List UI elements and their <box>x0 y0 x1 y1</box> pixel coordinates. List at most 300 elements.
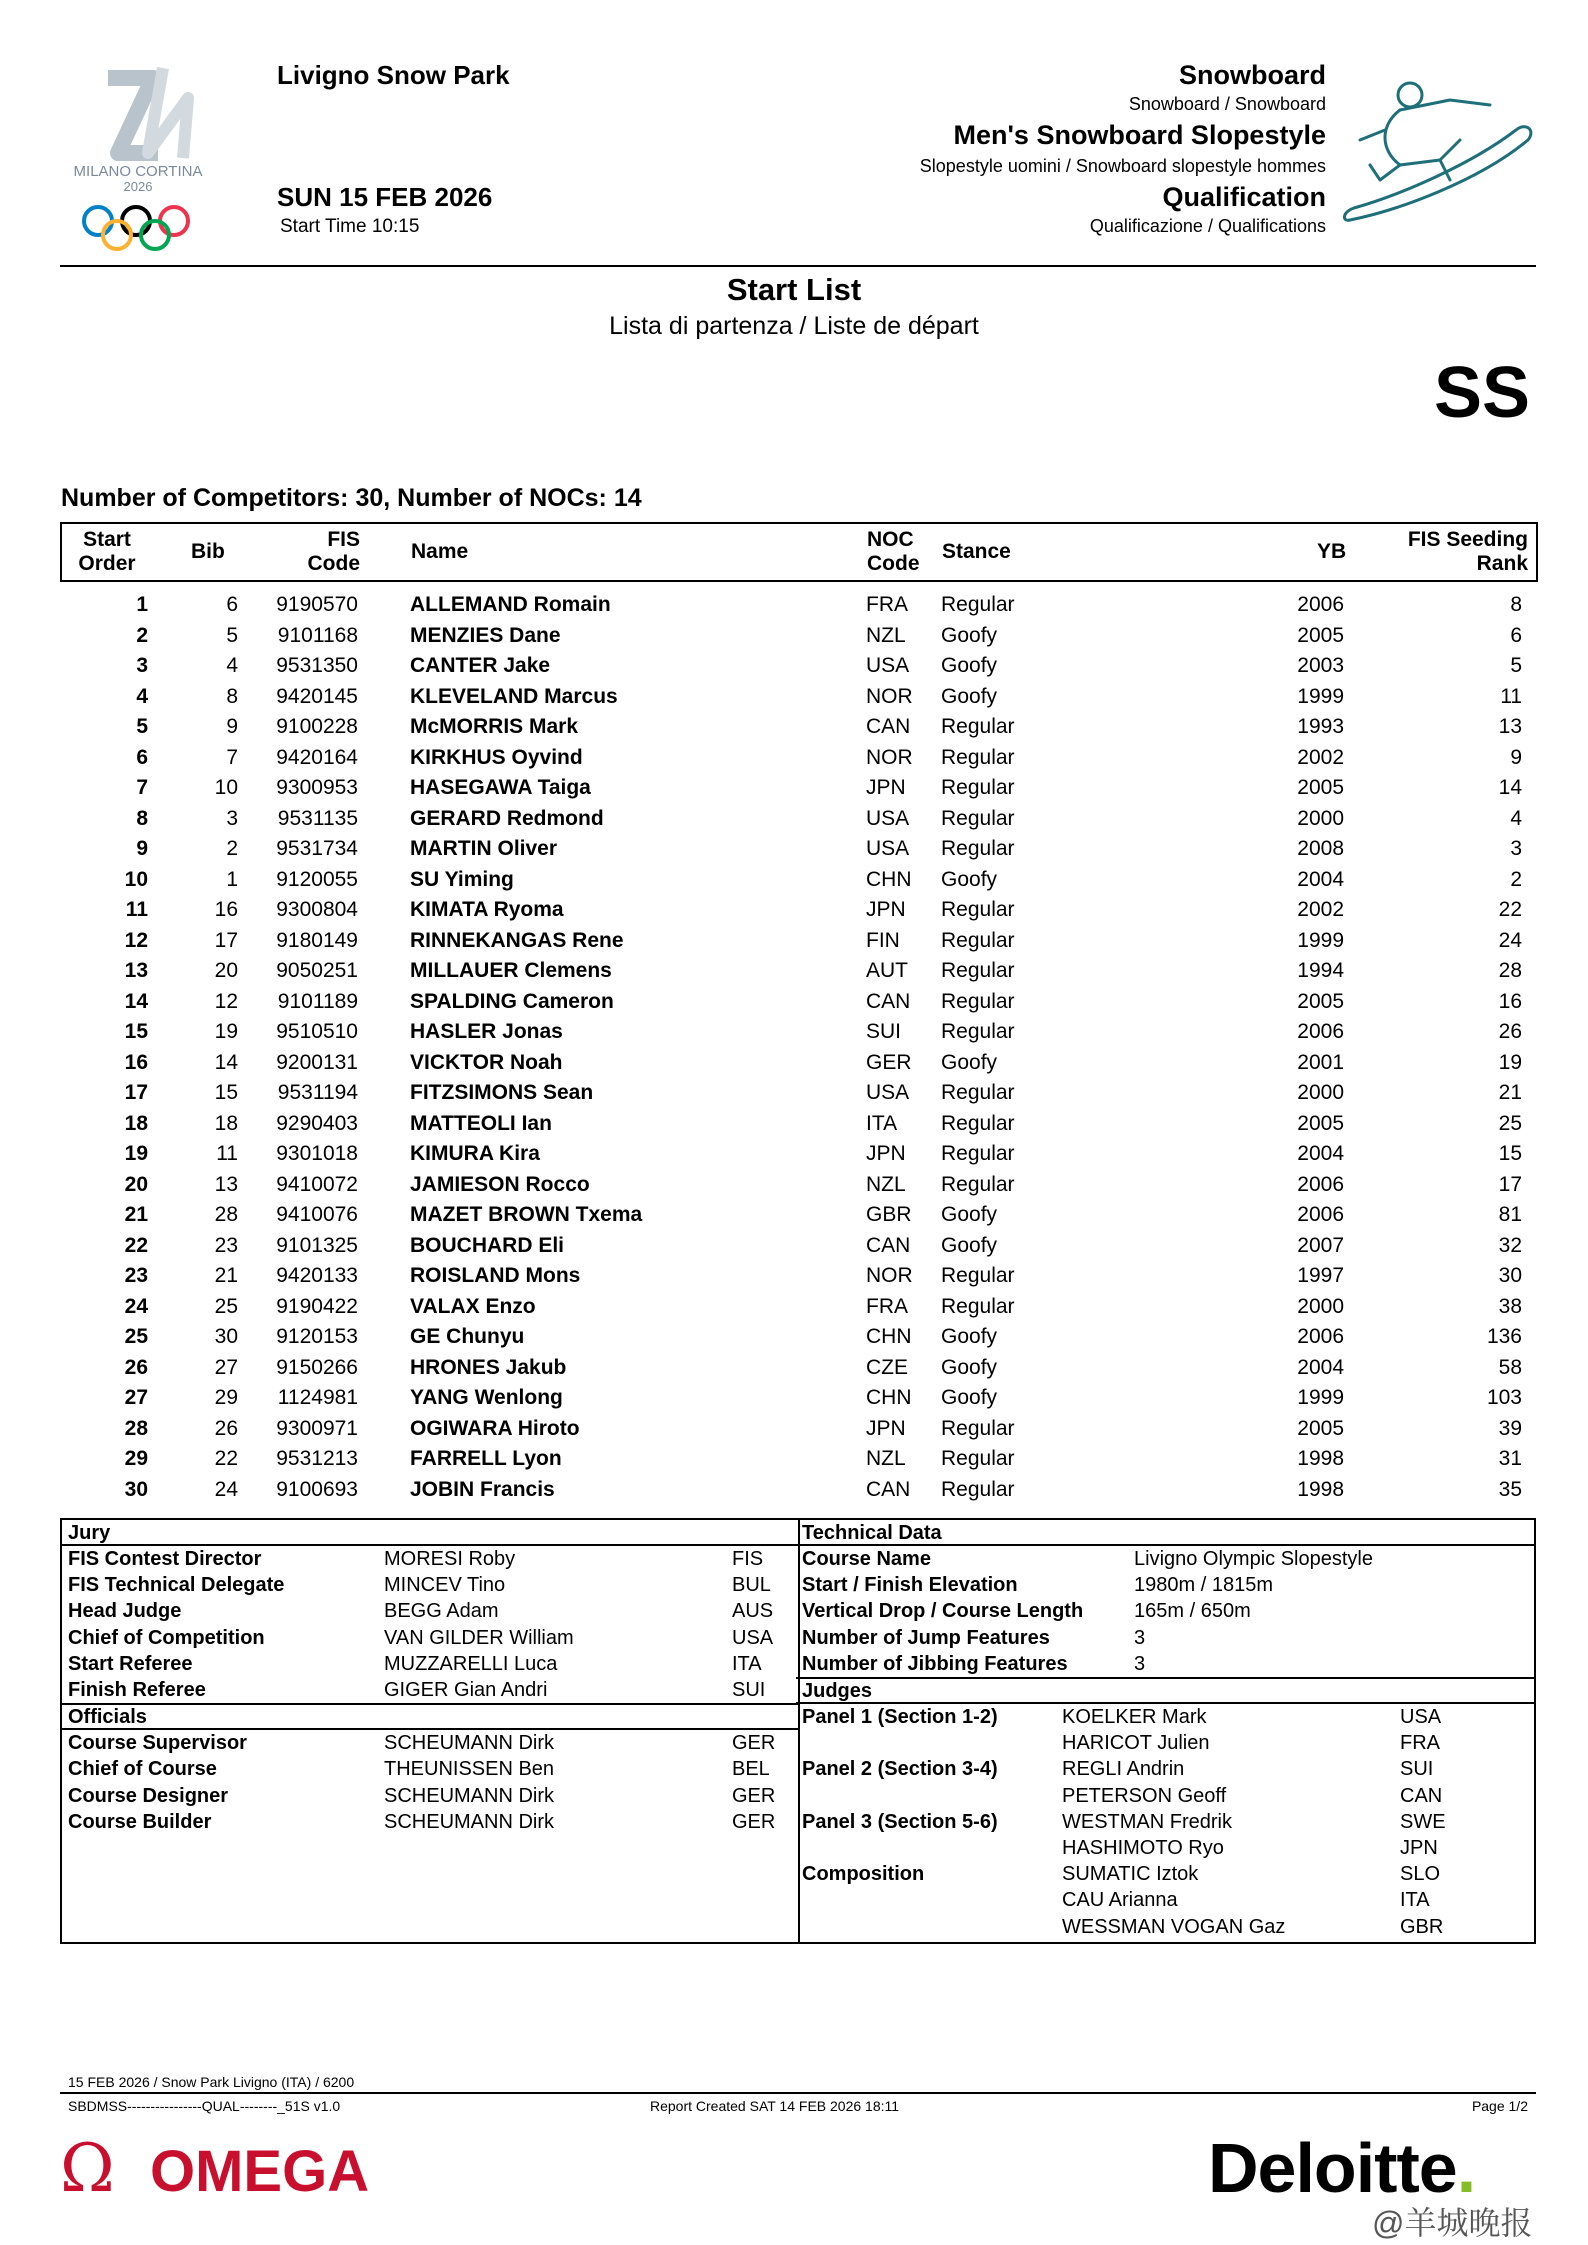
athlete-name: MENZIES Dane <box>410 623 561 647</box>
stance: Regular <box>941 1142 1015 1165</box>
athlete-name: MATTEOLI Ian <box>410 1111 552 1135</box>
athlete-name: HRONES Jakub <box>410 1355 567 1379</box>
year-of-birth: 2006 <box>1297 1020 1344 1043</box>
bib: 10 <box>214 776 238 799</box>
fis-code: 9531194 <box>277 1081 358 1104</box>
phase: Qualification <box>1162 182 1326 212</box>
table-row <box>60 743 1536 774</box>
seeding-rank: 58 <box>1498 1355 1522 1379</box>
table-row <box>60 987 1536 1018</box>
seeding-rank: 2 <box>1510 867 1522 891</box>
noc: NZL <box>866 1447 906 1470</box>
noc: CHN <box>866 1386 912 1409</box>
table-row <box>60 712 1536 743</box>
official-name: SCHEUMANN Dirk <box>384 1732 554 1755</box>
bib: 21 <box>214 1264 238 1287</box>
noc: USA <box>866 806 910 830</box>
bib: 25 <box>214 1294 238 1318</box>
stance: Regular <box>941 1020 1015 1043</box>
fis-code: 9200131 <box>276 1050 358 1074</box>
year-of-birth: 2002 <box>1297 898 1344 921</box>
year-of-birth: 2006 <box>1297 593 1344 616</box>
table-row <box>60 804 1536 835</box>
col-yb: YB <box>1317 540 1347 563</box>
col-stance: Stance <box>942 540 1011 563</box>
noc: CZE <box>866 1355 908 1379</box>
jury-role: Chief of Competition <box>68 1626 265 1649</box>
start-order: 27 <box>124 1386 148 1409</box>
noc: USA <box>866 837 910 860</box>
fis-code: 9101189 <box>277 989 358 1013</box>
official-noc: GER <box>732 1784 776 1807</box>
fis-code: 9300971 <box>276 1416 358 1440</box>
bib: 18 <box>214 1111 238 1135</box>
start-order: 20 <box>124 1172 148 1196</box>
fis-code: 9410072 <box>276 1172 358 1196</box>
judge-name: HARICOT Julien <box>1062 1732 1210 1755</box>
start-order: 5 <box>136 715 148 738</box>
year-of-birth: 2004 <box>1297 1142 1344 1165</box>
fis-code: 9190570 <box>276 593 358 616</box>
technical-value: 165m / 650m <box>1134 1600 1251 1623</box>
table-row <box>60 1017 1536 1048</box>
year-of-birth: 2003 <box>1297 654 1344 677</box>
athlete-name: McMORRIS Mark <box>410 715 579 738</box>
stance: Regular <box>941 593 1015 616</box>
bib: 20 <box>214 959 238 982</box>
competitor-summary: Number of Competitors: 30, Number of NOCs: 14 <box>61 484 642 512</box>
year-of-birth: 2004 <box>1297 1355 1344 1379</box>
judge-name: SUMATIC Iztok <box>1062 1863 1199 1886</box>
table-row <box>60 1078 1536 1109</box>
seeding-rank: 38 <box>1498 1294 1522 1318</box>
snowboard-pictogram-icon <box>1340 70 1540 240</box>
athlete-name: FITZSIMONS Sean <box>410 1081 594 1104</box>
noc: CAN <box>866 1477 911 1501</box>
fis-code: 9120055 <box>276 867 358 891</box>
milano-cortina-logo <box>58 58 218 258</box>
section-divider <box>796 1677 1534 1679</box>
fis-code: 9300804 <box>276 898 358 921</box>
year-of-birth: 2005 <box>1297 1111 1344 1135</box>
noc: JPN <box>866 898 906 921</box>
seeding-rank: 8 <box>1510 593 1522 616</box>
event-date: SUN 15 FEB 2026 <box>277 182 493 212</box>
bib: 26 <box>214 1416 238 1440</box>
start-order: 18 <box>124 1111 148 1135</box>
bib: 7 <box>226 745 238 769</box>
judge-noc: SWE <box>1400 1810 1446 1833</box>
jury-role: Start Referee <box>68 1652 193 1675</box>
noc: GBR <box>866 1203 912 1226</box>
fis-code: 9290403 <box>276 1111 358 1135</box>
stance: Regular <box>941 806 1015 830</box>
fis-code: 9101325 <box>276 1233 358 1257</box>
table-row <box>60 1200 1536 1231</box>
start-order: 8 <box>136 806 148 830</box>
stance: Regular <box>941 1111 1015 1135</box>
jury-name: BEGG Adam <box>384 1600 499 1623</box>
page-subtitle: Lista di partenza / Liste de départ <box>609 312 979 340</box>
athlete-name: OGIWARA Hiroto <box>410 1416 580 1440</box>
athlete-name: JAMIESON Rocco <box>410 1172 590 1196</box>
start-order: 4 <box>136 684 148 708</box>
fis-code: 9410076 <box>276 1203 358 1226</box>
stance: Regular <box>941 837 1015 860</box>
official-noc: GER <box>732 1810 776 1833</box>
table-row <box>60 621 1536 652</box>
start-order: 7 <box>136 776 148 799</box>
stance: Regular <box>941 1172 1015 1196</box>
jury-noc: ITA <box>732 1652 762 1675</box>
start-order: 14 <box>124 989 148 1013</box>
start-list-rows <box>60 590 1536 1505</box>
judge-name: REGLI Andrin <box>1062 1758 1185 1781</box>
stance: Regular <box>941 1447 1015 1470</box>
athlete-name: KLEVELAND Marcus <box>410 684 618 708</box>
noc: NOR <box>866 684 913 708</box>
bib: 15 <box>214 1081 238 1104</box>
venue-name: Livigno Snow Park <box>277 60 510 90</box>
judge-name: PETERSON Geoff <box>1062 1784 1227 1807</box>
year-of-birth: 2006 <box>1297 1325 1344 1348</box>
stance: Goofy <box>941 1203 998 1226</box>
omega-logo <box>60 2135 420 2210</box>
judge-noc: USA <box>1400 1706 1442 1728</box>
fis-code: 9510510 <box>276 1020 358 1043</box>
seeding-rank: 32 <box>1498 1233 1522 1257</box>
judge-noc: FRA <box>1400 1732 1440 1755</box>
athlete-name: MILLAUER Clemens <box>410 959 612 982</box>
seeding-rank: 31 <box>1498 1447 1522 1470</box>
fis-code: 9420164 <box>276 745 358 769</box>
athlete-name: MARTIN Oliver <box>410 837 558 860</box>
stance: Goofy <box>941 1233 998 1257</box>
footer-venue-line: 15 FEB 2026 / Snow Park Livigno (ITA) / 6200 <box>68 2074 355 2090</box>
year-of-birth: 1994 <box>1297 959 1344 982</box>
seeding-rank: 16 <box>1498 989 1522 1013</box>
start-list-header <box>60 522 1538 582</box>
seeding-rank: 11 <box>1500 684 1522 708</box>
year-of-birth: 1999 <box>1297 928 1344 952</box>
bib: 6 <box>226 593 238 616</box>
table-row <box>60 865 1536 896</box>
bib: 30 <box>214 1325 238 1348</box>
seeding-rank: 28 <box>1498 959 1522 982</box>
noc: AUT <box>866 959 908 982</box>
judge-name: WESTMAN Fredrik <box>1062 1810 1232 1833</box>
seeding-rank: 81 <box>1498 1203 1522 1226</box>
jury-noc: USA <box>732 1626 774 1649</box>
noc: SUI <box>866 1020 902 1043</box>
stance: Regular <box>941 959 1015 982</box>
noc: NZL <box>866 623 906 647</box>
page-title: Start List <box>726 272 862 307</box>
judge-name: HASHIMOTO Ryo <box>1062 1837 1224 1859</box>
jury-noc: AUS <box>732 1600 774 1623</box>
judge-name: WESSMAN VOGAN Gaz <box>1062 1915 1286 1938</box>
noc: CHN <box>866 867 912 891</box>
judge-noc: ITA <box>1400 1889 1430 1912</box>
athlete-name: VALAX Enzo <box>410 1294 536 1318</box>
noc: JPN <box>866 776 906 799</box>
event-name: Men's Snowboard Slopestyle <box>953 120 1326 150</box>
fis-code: 9100693 <box>276 1477 358 1501</box>
bib: 5 <box>226 623 238 647</box>
official-role: Course Designer <box>68 1784 229 1807</box>
bib: 2 <box>226 837 238 860</box>
bib: 22 <box>214 1447 238 1470</box>
judge-name: KOELKER Mark <box>1062 1706 1207 1728</box>
start-order: 26 <box>124 1355 148 1379</box>
stance: Regular <box>941 928 1015 952</box>
seeding-rank: 30 <box>1498 1264 1522 1287</box>
stance: Regular <box>941 898 1015 921</box>
table-row <box>60 1414 1536 1445</box>
start-order: 17 <box>124 1081 148 1104</box>
fis-code: 9301018 <box>276 1142 358 1165</box>
year-of-birth: 1997 <box>1297 1264 1344 1287</box>
fis-code: 9300953 <box>276 776 358 799</box>
jury-role: Head Judge <box>68 1600 182 1623</box>
official-noc: BEL <box>732 1758 770 1781</box>
table-row <box>60 1292 1536 1323</box>
discipline: Snowboard <box>1179 60 1326 90</box>
table-row <box>60 1383 1536 1414</box>
bib: 3 <box>226 806 238 830</box>
fis-code: 9050251 <box>276 959 358 982</box>
jury-title: Jury <box>68 1522 111 1544</box>
jury-officials-box <box>60 1518 800 1944</box>
start-order: 13 <box>124 959 148 982</box>
official-name: THEUNISSEN Ben <box>384 1758 555 1781</box>
table-row <box>60 926 1536 957</box>
seeding-rank: 22 <box>1498 898 1522 921</box>
seeding-rank: 6 <box>1510 623 1522 647</box>
judge-panel: Panel 3 (Section 5-6) <box>802 1810 998 1833</box>
technical-value: 1980m / 1815m <box>1134 1574 1273 1597</box>
start-order: 3 <box>136 654 148 677</box>
fis-code: 9120153 <box>276 1325 358 1348</box>
athlete-name: JOBIN Francis <box>410 1477 555 1501</box>
table-row <box>60 1109 1536 1140</box>
year-of-birth: 2006 <box>1297 1172 1344 1196</box>
technical-label: Vertical Drop / Course Length <box>802 1600 1084 1623</box>
start-order: 9 <box>136 837 148 860</box>
year-of-birth: 2005 <box>1297 623 1344 647</box>
athlete-name: GE Chunyu <box>410 1325 525 1348</box>
col-name: Name <box>411 540 469 563</box>
bib: 9 <box>226 715 238 738</box>
year-of-birth: 2006 <box>1297 1203 1344 1226</box>
noc: FRA <box>866 593 908 616</box>
report-created: Report Created SAT 14 FEB 2026 18:11 <box>650 2098 900 2114</box>
judge-noc: JPN <box>1400 1837 1438 1859</box>
judge-panel: Panel 1 (Section 1-2) <box>802 1706 998 1728</box>
col-noc-code: NOC Code <box>867 528 920 575</box>
start-order: 24 <box>124 1294 148 1318</box>
judge-noc: SLO <box>1400 1863 1441 1886</box>
year-of-birth: 2004 <box>1297 867 1344 891</box>
athlete-name: VICKTOR Noah <box>410 1050 563 1074</box>
stance: Goofy <box>941 1355 998 1379</box>
table-row <box>60 1322 1536 1353</box>
watermark: @羊城晚报 <box>1372 2205 1533 2241</box>
noc: CAN <box>866 1233 911 1257</box>
fis-code: 9531734 <box>276 837 358 860</box>
judge-noc: GBR <box>1400 1915 1444 1938</box>
stance: Regular <box>941 1477 1015 1501</box>
start-order: 30 <box>124 1477 148 1501</box>
technical-label: Start / Finish Elevation <box>802 1574 1018 1597</box>
stance: Goofy <box>941 1386 998 1409</box>
seeding-rank: 21 <box>1498 1081 1522 1104</box>
bib: 29 <box>214 1386 238 1409</box>
seeding-rank: 14 <box>1498 776 1522 799</box>
seeding-rank: 136 <box>1486 1325 1522 1348</box>
table-row <box>60 1139 1536 1170</box>
seeding-rank: 3 <box>1510 837 1522 860</box>
judge-panel: Panel 2 (Section 3-4) <box>802 1758 998 1781</box>
stance: Regular <box>941 776 1015 799</box>
start-order: 6 <box>136 745 148 769</box>
year-of-birth: 2000 <box>1297 806 1344 830</box>
athlete-name: KIMURA Kira <box>410 1142 540 1165</box>
start-order: 29 <box>124 1447 148 1470</box>
fis-code: 9101168 <box>277 623 358 647</box>
seeding-rank: 15 <box>1498 1142 1522 1165</box>
event-subtitle: Slopestyle uomini / Snowboard slopestyle hommes <box>919 156 1326 176</box>
start-order: 25 <box>124 1325 148 1348</box>
judge-panel: Composition <box>802 1863 925 1886</box>
table-row <box>60 1048 1536 1079</box>
table-row <box>60 834 1536 865</box>
year-of-birth: 2007 <box>1297 1233 1344 1257</box>
athlete-name: SPALDING Cameron <box>410 989 614 1013</box>
start-order: 16 <box>124 1050 148 1074</box>
technical-label: Number of Jibbing Features <box>802 1652 1068 1675</box>
athlete-name: KIRKHUS Oyvind <box>410 745 583 769</box>
year-of-birth: 2005 <box>1297 1416 1344 1440</box>
table-row <box>60 773 1536 804</box>
judge-noc: SUI <box>1400 1758 1434 1781</box>
noc: JPN <box>866 1142 906 1165</box>
athlete-name: KIMATA Ryoma <box>410 898 564 921</box>
seeding-rank: 9 <box>1510 745 1522 769</box>
seeding-rank: 103 <box>1486 1386 1522 1409</box>
athlete-name: CANTER Jake <box>410 654 551 677</box>
jury-name: GIGER Gian Andri <box>384 1679 548 1701</box>
stance: Regular <box>941 1264 1015 1287</box>
start-order: 10 <box>124 867 148 891</box>
technical-value: Livigno Olympic Slopestyle <box>1134 1548 1373 1570</box>
fis-code: 9531135 <box>277 806 358 830</box>
stance: Goofy <box>941 654 998 677</box>
start-time: Start Time 10:15 <box>280 216 420 237</box>
judge-noc: CAN <box>1400 1784 1443 1807</box>
seeding-rank: 4 <box>1510 806 1522 830</box>
year-of-birth: 1998 <box>1297 1447 1344 1470</box>
col-fis-code: FIS Code <box>307 528 360 575</box>
year-of-birth: 2000 <box>1297 1294 1344 1318</box>
judges-title: Judges <box>802 1680 873 1702</box>
seeding-rank: 25 <box>1498 1111 1522 1135</box>
logo-text: MILANO CORTINA <box>73 163 203 180</box>
phase-subtitle: Qualificazione / Qualifications <box>1089 216 1326 236</box>
bib: 24 <box>214 1477 238 1501</box>
logo-year: 2026 <box>123 179 153 194</box>
fis-code: 9180149 <box>276 928 358 952</box>
stance: Regular <box>941 1294 1015 1318</box>
start-order: 2 <box>136 623 148 647</box>
athlete-name: SU Yiming <box>410 867 514 891</box>
stance: Regular <box>941 745 1015 769</box>
deloitte-wordmark: Deloitte <box>1208 2129 1457 2207</box>
start-order: 12 <box>124 928 148 952</box>
svg-text:Ω: Ω <box>60 2135 115 2205</box>
table-row <box>60 1444 1536 1475</box>
stance: Goofy <box>941 867 998 891</box>
jury-role: Finish Referee <box>68 1679 206 1701</box>
seeding-rank: 19 <box>1498 1050 1522 1074</box>
jury-noc: FIS <box>732 1548 764 1570</box>
stance: Goofy <box>941 1050 998 1074</box>
year-of-birth: 1993 <box>1297 715 1344 738</box>
noc: CAN <box>866 989 911 1013</box>
seeding-rank: 26 <box>1498 1020 1522 1043</box>
col-seeding-rank: FIS Seeding Rank <box>1407 528 1528 575</box>
athlete-name: BOUCHARD Eli <box>410 1233 565 1257</box>
fis-code: 9190422 <box>276 1294 358 1318</box>
athlete-name: RINNEKANGAS Rene <box>410 928 624 952</box>
stance: Goofy <box>941 623 998 647</box>
technical-value: 3 <box>1134 1652 1146 1675</box>
seeding-rank: 39 <box>1498 1416 1522 1440</box>
start-order: 19 <box>124 1142 148 1165</box>
fis-code: 1124981 <box>277 1386 358 1409</box>
noc: FIN <box>866 928 900 952</box>
year-of-birth: 2000 <box>1297 1081 1344 1104</box>
bib: 12 <box>214 989 238 1013</box>
year-of-birth: 1998 <box>1297 1477 1344 1501</box>
bib: 14 <box>214 1050 238 1074</box>
stance: Goofy <box>941 1325 998 1348</box>
year-of-birth: 2002 <box>1297 745 1344 769</box>
bib: 1 <box>226 867 238 891</box>
noc: GER <box>866 1050 912 1074</box>
noc: CAN <box>866 715 911 738</box>
jury-noc: BUL <box>732 1574 771 1597</box>
jury-name: MORESI Roby <box>384 1548 516 1570</box>
noc: NOR <box>866 745 913 769</box>
seeding-rank: 5 <box>1510 654 1522 677</box>
seeding-rank: 13 <box>1498 715 1522 738</box>
omega-wordmark: OMEGA <box>150 2139 370 2204</box>
year-of-birth: 2001 <box>1297 1050 1344 1074</box>
athlete-name: YANG Wenlong <box>410 1386 563 1409</box>
col-bib: Bib <box>191 540 225 563</box>
jury-noc: SUI <box>732 1679 766 1701</box>
noc: JPN <box>866 1416 906 1440</box>
footer-divider <box>60 2092 1536 2094</box>
noc: NOR <box>866 1264 913 1287</box>
start-order: 11 <box>125 898 148 921</box>
official-role: Chief of Course <box>68 1758 217 1781</box>
year-of-birth: 2008 <box>1297 837 1344 860</box>
stance: Regular <box>941 989 1015 1013</box>
jury-name: VAN GILDER William <box>384 1626 574 1649</box>
technical-judges-box <box>796 1518 1536 1944</box>
